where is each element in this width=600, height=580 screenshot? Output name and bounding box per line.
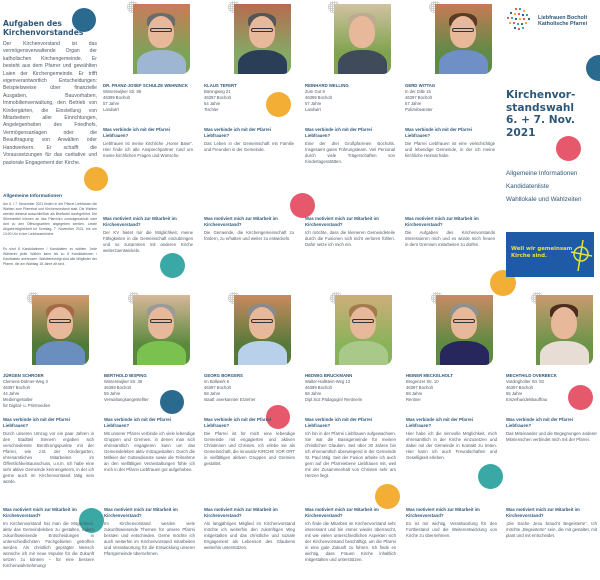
answer-block: Was verbinde ich mit der Pfarrei Liebfrauen? Mit unserer Pfarrei verbinde ich viele lebendige Gruppen und Gremien, in denen man sich ehrenamtlich engagieren kann um das Gemeindeleben aktiv mitzugestalten. Durch die Mitfeier der Gottesdienste sowie die Teilnahme an den vielfältigen Veranstaltungen fühle ich mich in der Pfarrei Liebfrauen gut aufgehoben. <box>104 417 195 472</box>
candidate-card: HEINER MECKELHOLT Bregenzer Str. 10 46397 Bocholt 68 Jahre Rentner <box>406 373 453 402</box>
candidate-card: HEDWIG BRUCKMANN Walter-Hallstein-Weg 12 46399 Bocholt 68 Jahre Dipl.Soz.Pädagogin/ Rentnerin <box>305 373 363 402</box>
candidate-card: KLAUS TEFERT Büningweg 21 46397 Bocholt 54 Jahre Tischler <box>204 83 237 112</box>
photo-overbeck <box>536 295 593 365</box>
answer-block: Was verbinde ich mit der Pfarrei Liebfrauen? Das Leben in der Gemeinschaft mit Familie und Freunden in der Gemeinde. <box>204 127 294 152</box>
candidate-card: REINHARD WELLING Zum Gut 9 46399 Bocholt 57 Jahre Landwirt <box>305 83 349 112</box>
tasks-title: Aufgaben des Kirchenvorstandes <box>3 19 84 37</box>
decor-circle-orange <box>375 484 400 509</box>
slogan-banner: Weil wir gemeinsam Kirche sind. <box>506 232 594 277</box>
photo-schulze-wehninck <box>133 4 190 74</box>
photo-bruckmann <box>335 295 392 365</box>
decor-circle-petrol <box>586 55 600 81</box>
photo-schroer <box>32 295 89 365</box>
answer-block: Was verbinde ich mit der Pfarrei Liebfrauen? Eine der drei Großpfarreien Bocholts. Insgesamt gutes Führungsteam. Viel Personal durch viele Trägerschaften von Kindertagesstätten. <box>305 127 395 164</box>
candidate-card: MECHTHILD OVERBECK Vardingholter Str. 83 46397 Bocholt 55 Jahre Einzelhandelskauffrau <box>506 373 557 402</box>
answer-block: Was verbinde ich mit der Pfarrei Liebfrauen? Durch unseren Umzug vor ein paar Jahren in den Stadtteil Stenern ergaben sich verschiedenste Berührungspunkte mit der Pfarrei, wie z.B. der Kindergarten, ehrenamtliches Mitarbeiten im Öffentlichkeitsausschuss, u.v.m. Ich habe eine sehr aktive Gemeinde kennengelernt, in der ich gerne auch im Kirchenvorstand tätig sein würde. <box>3 417 94 484</box>
photo-bisping <box>133 295 190 365</box>
general-info-para2: Es sind 8 Kandidatinnen / Kandidaten zu wählen. Jede Wählerin/ jeder Wähler kann bis zu 8 Kandidatinnen / Kandidaten ankreuzen. Wahlberechtigt sind alle Mitglieder der Pfarrei, die am Wahltag 18 Jahre alt sind. <box>3 247 97 266</box>
answer-block: Was motiviert mich zur Mitarbeit im Kirchenvorstand? Im Kirchenvorstand werden viele zukunftsweisende Themen für unsere Pfarrei beraten und entschieden. Gerne möchte ich auch weiterhin im Kirchenvorstand mitarbeiten und Verantwortung für die Entwicklung unserer Pfarrgemeinde übernehmen. <box>104 507 195 556</box>
cover-title: Kirchenvor- standswahl 6. + 7. Nov. 2021 <box>506 89 576 139</box>
brand-logo <box>505 6 533 34</box>
answer-block: Was motiviert mich zur Mitarbeit im Kirchenvorstand? Die Aufgaben des Kirchenvorstands interessieren mich und es würde mich freuen in dem Gremium mitarbeiten zu dürfen. <box>405 216 495 247</box>
decor-circle-orange <box>84 167 108 191</box>
general-info-para1: Am 6. / 7. November 2021 finden in der Pfarrei Liebfrauen die Wahlen zum Pfarreirat und Kirchenvorstand statt. Die Wahlen werden diesmal ausschließlich als Briefwahl durchgeführt. Die Stimmzettel können an das Pfarrbüro zurückgeschickt oder dort zu den Öffnungszeiten abgegeben werden. Letzte Abgabemöglichkeit ist Sonntag, 7. November 2021, bis um 13:00 Uhr in der Liebfrauenkirche. <box>3 202 97 236</box>
decor-circle-teal <box>160 253 185 278</box>
answer-block: Was motiviert mich zur Mitarbeit im Kirchenvorstand? Die Gemeinde, die Kirchengemeinschaft zu fördern, zu erhalten und weiter zu entwickeln. <box>204 216 294 241</box>
photo-wittag <box>435 4 492 74</box>
answer-block: Was motiviert mich zur Mitarbeit im Kirchenvorstand? Im Kirchenvorstand hat man die Möglichkeit, aktiv das Gemeindeleben zu gestalten, indem zukunftsweisende Entscheidungen in unterschiedlichsten Fachgebieten getroffen werden. Als christlich geprägter Mensch wünsche ich mir neue Impulse für die Zukunft setzen zu können – für eine bessere Kirchenwahrnehmung! <box>3 507 94 568</box>
candidate-card: GEORG BORGERS Im Bollwerk 6 46397 Bocholt 58 Jahre staatl. anerkannter Erzieher <box>204 373 256 402</box>
photo-meckelholt <box>436 295 493 365</box>
answer-block: Was verbinde ich mit der Pfarrei Liebfrauen? Die Pfarrei Liebfrauen ist eine vielschichtige und lebendige Gemeinde, in der ich meine kirchliche Heimat habe. <box>405 127 495 158</box>
nav-candidate-list[interactable]: Kandidatenliste <box>506 183 550 190</box>
answer-block: Was verbinde ich mit der Pfarrei Liebfrauen? Liebfrauen ist meine kirchliche „Home Base“. Hier finde ich alle Ansprechpartner rund um meine kirchlichen Fragen und Wünsche. <box>103 127 193 158</box>
answer-block: Was verbinde ich mit der Pfarrei Liebfrauen? Hier habe ich die sinnvolle Möglichkeit, mich ehrenamtlich in der Kirche einzusetzen und dabei mit der Gemeinde in Kontakt zu treten. Hier kann ich auch Freundschaften und Geselligkeit erleben. <box>406 417 497 460</box>
answer-block: Was motiviert mich zur Mitarbeit im Kirchenvorstand? „Die Sache Jesu braucht Begeisterte“. Ich möchte „Begeisterte“ sein, die mit gestaltet, mit plant und mit entscheidet. <box>506 507 597 538</box>
candidate-card: BERTHOLD BISPING Winterswijker Str. 36 46399 Bocholt 59 Jahre Verwaltungsangestellter <box>104 373 149 402</box>
cross-logo-icon <box>569 238 593 272</box>
brand-name: Liebfrauen Bocholt Katholische Pfarrei <box>538 15 588 28</box>
answer-block: Was verbinde ich mit der Pfarrei Liebfrauen? Ich bin in der Pfarrei Liebfrauen aufgewachsen. Sie war die Basisgemeinde für meinen christlichen Glauben. Seit über 30 Jahren bin ich ehrenamtlich überwiegend in der Gemeinde St. Paul tätig. Seit der Fusion arbeite ich auch gern auf der Pfarreiebene Liebfrauen mit, weil mir der Zusammenhalt von Christen sehr am Herzen liegt. <box>305 417 396 478</box>
answer-block: Was verbinde ich mit der Pfarrei Liebfrauen? Das Miteinander und die Begegnungen anderer Mitmenschen verbindet mich mit der Pfarrei. <box>506 417 597 442</box>
tasks-body: Der Kirchenvorstand ist das vermögensverwaltende Organ der katholischen Kirchengemeinde. Er besteht aus dem Pfarrer und gewählten Laien der Kirchengemeinde. Er trifft eigenverantwortlich Entscheidungen: Beispielsweise über finanzielle Ausgaben, Bauvorhaben, Immobilienverwaltung, den Betrieb von Kindergärten, die Einstellung von Mitarbeitern aller Einrichtungen, Angelegenheiten des Friedhofs, Vermögensanlagen oder die Beauftragung von Anwälten oder Handwerkern. Er schafft die Voraussetzungen für das caritative und pastorale Engagement der Kirche. <box>3 41 97 166</box>
decor-circle-pink <box>290 193 315 218</box>
photo-borgers <box>234 295 291 365</box>
photo-tefert <box>234 4 291 74</box>
answer-block: Was motiviert mich zur Mitarbeit im Kirchenvorstand? Der KV bietet mir die Möglichkeit, meine Fähigkeiten in die Gemeinschaft einzubringen und so zusammen mit anderen Kirche weiterzuentwickeln. <box>103 216 193 253</box>
candidate-card: DR. FRANZ-JOSEF SCHULZE WEHNINCK Winterswijker Str. 86 46399 Bocholt 57 Jahre Landwirt <box>103 83 188 112</box>
cover-nav <box>506 169 582 204</box>
answer-block: Was motiviert mich zur Mitarbeit im Kirchenvorstand? Als langjähriges Mitglied im Kirchenvorstand möchte ich weiterhin den zukünftigen Weg mitgestalten und das christliche und soziale Engagement als Lebensort des Glaubens weiterhin unterstützen. <box>204 507 295 550</box>
answer-block: Was verbinde ich mit der Pfarrei Liebfrauen? Die Pfarrei ist für mich eine lebendige Gemeinde mit engagierten und aktiven Christinnen und Christen. Ich erlebe sie als Gemeinschaft, die innovativ KIRCHE VOR ORT in vielfältigen aktiven Gruppen und Gremien gestaltet. <box>204 417 295 466</box>
candidate-card: GERD WITTAG In der Dille 15 46397 Bocholt 57 Jahre Polizeibeamter <box>405 83 436 112</box>
answer-block: Was motiviert mich zur Mitarbeit im Kirchenvorstand? Ich finde die Mitarbeit im Kirchenvorstand sehr interessant und bin immer wieder überrascht, mit wie vielen unterschiedlichen Aspekten sich der Kirchenvorstand beschäftigt, um die Pfarrei in eine gute Zukunft zu führen. Ich finde es wichtig, dass Frauen Kirche inhaltlich mitgestalten und unterstützen. <box>305 507 396 562</box>
nav-polling-stations[interactable]: Wahllokale und Wahlzeiten <box>506 196 582 203</box>
answer-block: Was motiviert mich zur Mitarbeit im Kirchenvorstand? Es ist mir wichtig, Verantwortung für den Fortbestand und die Weiterentwicklung von Kirche zu übernehmen. <box>406 507 497 538</box>
candidate-card: JÜRGEN SCHROER Clemens-Dülmer-Weg 3 46397 Bocholt 44 Jahre Mediengestalter für Digital- u. Printmedien <box>3 373 51 408</box>
answer-block: Was motiviert mich zur Mitarbeit im Kirchenvorstand? Ich möchte, dass die kleineren Gemeindeteile durch die Fusionen sich nicht verloren fühlen. Dafür setze ich mich ein. <box>305 216 395 247</box>
decor-circle-teal <box>478 464 503 489</box>
photo-welling <box>334 4 391 74</box>
decor-circle-pink <box>556 136 581 161</box>
general-info-title: Allgemeine Informationen <box>3 194 62 199</box>
nav-general-info[interactable]: Allgemeine Informationen <box>506 170 578 177</box>
